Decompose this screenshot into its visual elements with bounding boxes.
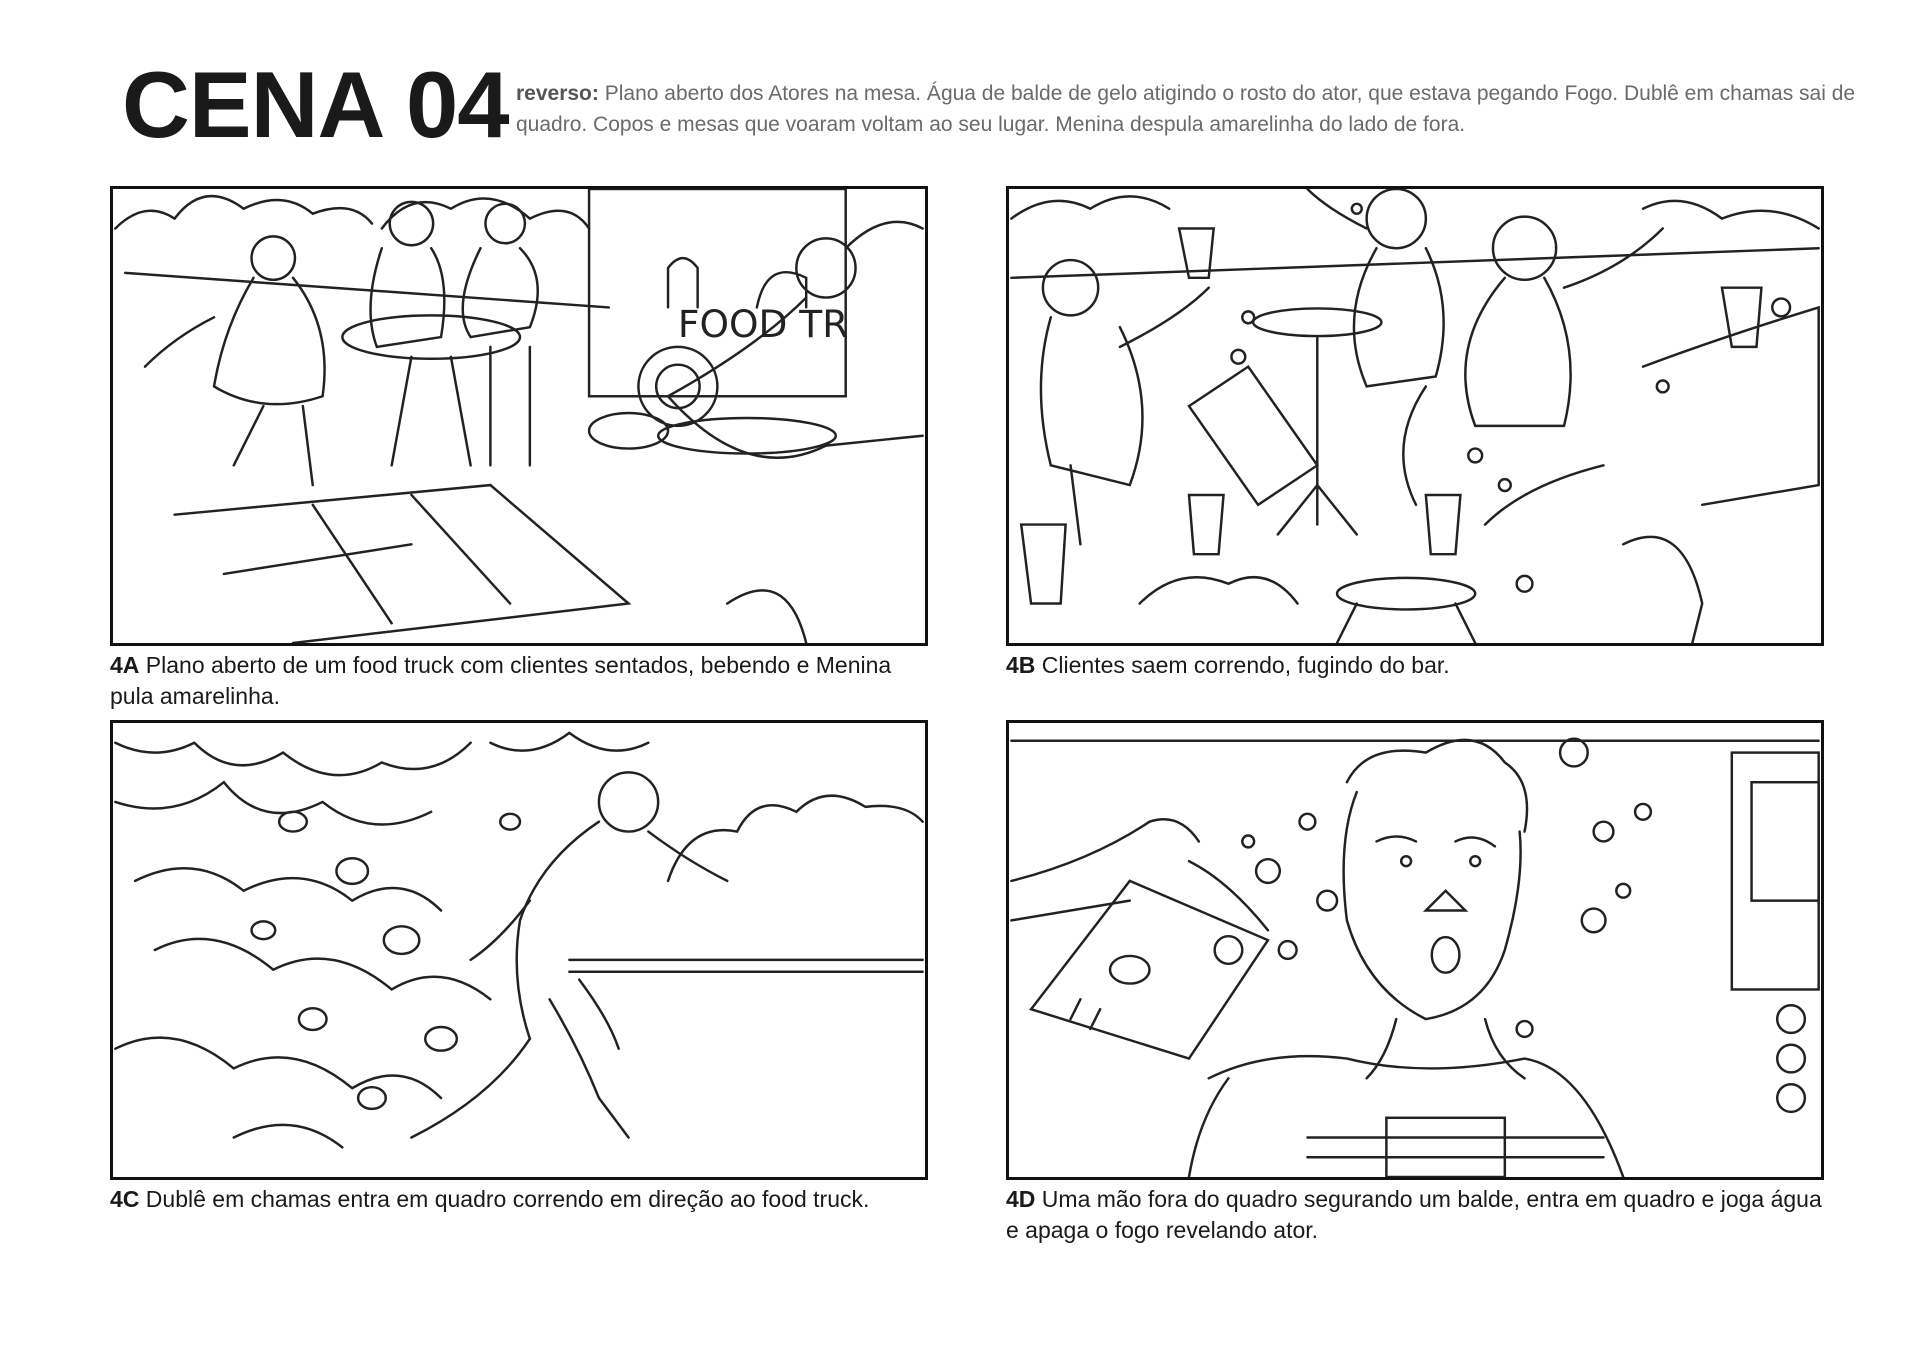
panel-caption-4c	[110, 1184, 970, 1215]
panel-text-4d: Uma mão fora do quadro segurando um balde, entra em quadro e joga água e apaga o fogo revelando ator.	[1006, 1186, 1822, 1243]
panel-caption-4d	[1006, 1184, 1836, 1246]
panel-id-4c: 4C	[110, 1186, 140, 1212]
description-text: Plano aberto dos Atores na mesa. Água de balde de gelo atigindo o rosto do ator, que estava pegando Fogo. Dublê em chamas sai de quadro. Copos e mesas que voaram voltam ao seu lugar. Menina despula amarelinha do lado de fora.	[516, 82, 1856, 136]
storyboard-panel-4c	[110, 720, 928, 1180]
storyboard-panel-4a	[110, 186, 928, 646]
panel-text-4c: Dublê em chamas entra em quadro correndo em direção ao food truck.	[145, 1186, 870, 1212]
panel-text-4a: Plano aberto de um food truck com clientes sentados, bebendo e Menina pula amarelinha.	[110, 652, 892, 709]
description-label: reverso:	[516, 82, 599, 105]
panel-text-4b: Clientes saem correndo, fugindo do bar.	[1041, 652, 1450, 678]
panel-id-4b: 4B	[1006, 652, 1036, 678]
sketch-burning-stuntman	[113, 723, 925, 1177]
panel-caption-4b	[1006, 650, 1836, 681]
storyboard-panel-4b	[1006, 186, 1824, 646]
storyboard-panel-4d	[1006, 720, 1824, 1180]
sketch-clients-running	[1009, 189, 1821, 643]
scene-title: CENA 04	[122, 52, 509, 157]
truck-sign: FOOD TR	[677, 302, 849, 347]
sketch-water-bucket	[1009, 723, 1821, 1177]
panel-id-4a: 4A	[110, 652, 140, 678]
scene-description	[516, 78, 1896, 140]
panel-caption-4a	[110, 650, 940, 712]
sketch-food-truck	[113, 189, 925, 643]
panel-id-4d: 4D	[1006, 1186, 1036, 1212]
